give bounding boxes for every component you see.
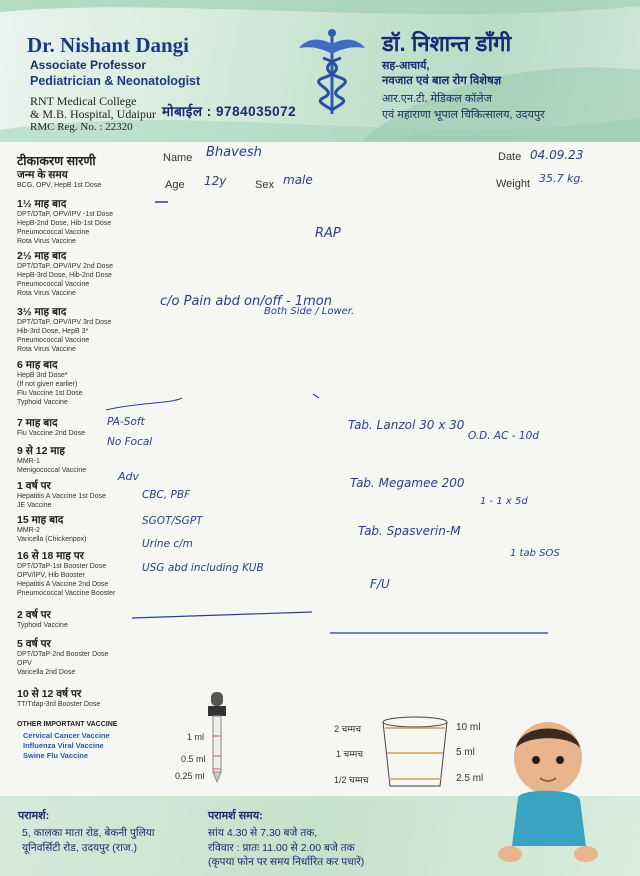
mobile-number: मोबाईल : 9784035072 — [162, 104, 297, 119]
vaccine-age-heading: 2 वर्ष पर — [17, 609, 51, 621]
vaccine-list: BCG, OPV, HepB 1st Dose — [17, 182, 102, 189]
rx-3-dose: 1 tab SOS — [510, 548, 560, 559]
doctor-name-hindi: डॉ. निशान्त डाँगी — [382, 31, 512, 56]
vaccine-list: MMR-1 Menigococcal Vaccine — [17, 458, 87, 474]
spoon-mark: 1 चम्मच — [336, 749, 364, 759]
address-line: यूनिवर्सिटी रोड, उदयपुर (राज.) — [22, 842, 137, 854]
timing-line: (कृपया फोन पर समय निर्धारित कर पधारें) — [208, 856, 365, 868]
rx-1: Tab. Lanzol 30 x 30 — [348, 418, 465, 432]
dropper-mark: 1 ml — [187, 732, 205, 742]
spoon-mark: 1/2 चम्मच — [334, 775, 369, 785]
designation-hindi: सह-आचार्य, — [382, 60, 430, 72]
spoon-mark: 2 चम्मच — [334, 724, 362, 734]
specialty-hindi: नवजात एवं बाल रोग विशेषज्ञ — [382, 75, 502, 87]
investigation-item: Urine c/m — [142, 538, 193, 550]
vaccine-age-heading: 1 वर्ष पर — [17, 480, 51, 492]
vaccine-age-heading: 5 वर्ष पर — [17, 638, 51, 650]
age-value: 12y — [204, 174, 227, 188]
vaccine-list: DPT/DTaP, OPV/IPV -1st Dose HepB-2nd Dose, Hib-1st Dose Pneumococcal Vaccine Rota Virus Vaccine — [17, 211, 113, 245]
vaccination-schedule-title: टीकाकरण सारणी — [17, 154, 96, 168]
note-advice: Adv — [118, 470, 140, 483]
vaccine-age-heading: 1½ माह बाद — [17, 198, 67, 210]
other-vaccine-item: Influenza Viral Vaccine — [23, 741, 104, 750]
other-vaccine-title: OTHER IMPORTANT VACCINE — [17, 721, 118, 728]
designation-english: Associate Professor — [30, 58, 147, 72]
college-english-2: & M.B. Hospital, Udaipur — [30, 107, 156, 121]
vaccine-list: DPT/DTaP-2nd Booster Dose OPV Varicella 2nd Dose — [17, 651, 109, 676]
date-label: Date — [498, 151, 522, 163]
cup-mark: 2.5 ml — [456, 773, 484, 784]
note-exam-focal: No Focal — [107, 436, 153, 448]
note-complaint: c/o Pain abd on/off - 1mon — [160, 294, 332, 309]
other-vaccine-item: Cervical Cancer Vaccine — [23, 731, 110, 740]
vaccine-age-heading: 15 माह बाद — [17, 514, 64, 526]
timing-line: रविवार : प्रातः 11.00 से 2.00 बजे तक — [208, 842, 355, 854]
measuring-cup-icon — [380, 716, 450, 790]
vaccine-list: MMR-2 Varicella (Chickenpox) — [17, 527, 87, 543]
vaccine-age-heading: 16 से 18 माह पर — [17, 550, 84, 562]
vaccine-list: Typhoid Vaccine — [17, 622, 68, 629]
note-complaint-site: Both Side / Lower. — [264, 306, 355, 317]
rx-1-dose: O.D. AC - 10d — [468, 430, 539, 442]
other-vaccine-item: Swine Flu Vaccine — [23, 751, 89, 760]
sex-label: Sex — [255, 179, 274, 191]
caduceus-icon — [297, 26, 367, 116]
letterhead — [0, 0, 640, 142]
vaccine-list: Flu Vaccine 2nd Dose — [17, 430, 85, 437]
age-label: Age — [165, 179, 185, 191]
vaccine-age-heading: 10 से 12 वर्ष पर — [17, 688, 82, 700]
timing-title: परामर्श समय: — [208, 810, 263, 822]
dropper-mark: 0.5 ml — [181, 754, 206, 764]
rx-2: Tab. Megamee 200 — [350, 476, 465, 490]
vaccine-list: TT/Tdap-3rd Booster Dose — [17, 701, 101, 708]
rx-3: Tab. Spasverin-M — [358, 524, 461, 538]
cup-mark: 5 ml — [456, 747, 475, 758]
address-title: परामर्श: — [18, 810, 50, 822]
name-value: Bhavesh — [206, 145, 262, 160]
rx-2-dose: 1 - 1 x 5d — [480, 496, 528, 507]
note-rap: RAP — [315, 226, 341, 241]
vaccine-list: DPT/DTaP, OPV/IPV 3rd Dose Hib-3rd Dose, HepB 3* Pneumococcal Vaccine Rota Virus Vaccine — [17, 319, 112, 353]
investigation-item: SGOT/SGPT — [142, 515, 203, 527]
name-label: Name — [163, 152, 193, 164]
vaccine-age-heading: 2½ माह बाद — [17, 250, 67, 262]
vaccine-list: DPT/DTaP-1st Booster Dose OPV/IPV, Hib Booster Hepatitis A Vaccine 2nd Dose Pneumococcal Vaccine Booster — [17, 563, 116, 597]
specialty-english: Pediatrician & Neonatologist — [30, 74, 201, 88]
vaccine-age-heading: 7 माह बाद — [17, 417, 58, 429]
note-exam-pa: PA-Soft — [107, 416, 145, 428]
doctor-name-english: Dr. Nishant Dangi — [27, 33, 190, 57]
investigation-item: USG abd including KUB — [142, 562, 264, 574]
vaccine-age-heading: जन्म के समय — [17, 169, 68, 181]
college-hindi-1: आर.एन.टी. मेडिकल कॉलेज — [382, 93, 492, 105]
college-hindi-2: एवं महाराणा भूपाल चिकित्सालय, उदयपुर — [382, 109, 545, 121]
dropper-mark: 0.25 ml — [175, 771, 205, 781]
investigation-item: CBC, PBF — [142, 489, 191, 501]
vaccine-age-heading: 9 से 12 माह — [17, 445, 65, 457]
vaccine-age-heading: 6 माह बाद — [17, 359, 58, 371]
timing-line: सांय 4.30 से 7.30 बजे तक, — [208, 827, 318, 839]
date-value: 04.09.23 — [530, 148, 584, 162]
vaccine-list: HepB 3rd Dose* (If not given earlier) Flu Vaccine 1st Dose Typhoid Vaccine — [17, 372, 83, 406]
vaccine-list: DPT/DTaP, OPV/IPV 2nd Dose HepB-3rd Dose, Hib-2nd Dose Pneumococcal Vaccine Rota Virus Vaccine — [17, 263, 113, 297]
baby-illustration — [488, 718, 608, 866]
weight-label: Weight — [496, 178, 531, 190]
address-line: 5, कालका माता रोड, बेकनी पुलिया — [22, 827, 155, 839]
note-follow-up: F/U — [370, 577, 390, 591]
vaccine-list: Hepatitis A Vaccine 1st Dose JE Vaccine — [17, 493, 106, 509]
vaccine-age-heading: 3½ माह बाद — [17, 306, 67, 318]
cup-mark: 10 ml — [456, 722, 481, 733]
sex-value: male — [283, 173, 313, 187]
college-english-1: RNT Medical College — [30, 94, 137, 108]
rmc-number: RMC Reg. No. : 22320 — [30, 121, 133, 133]
weight-value: 35.7 kg. — [539, 172, 584, 185]
dropper-icon — [203, 692, 233, 782]
